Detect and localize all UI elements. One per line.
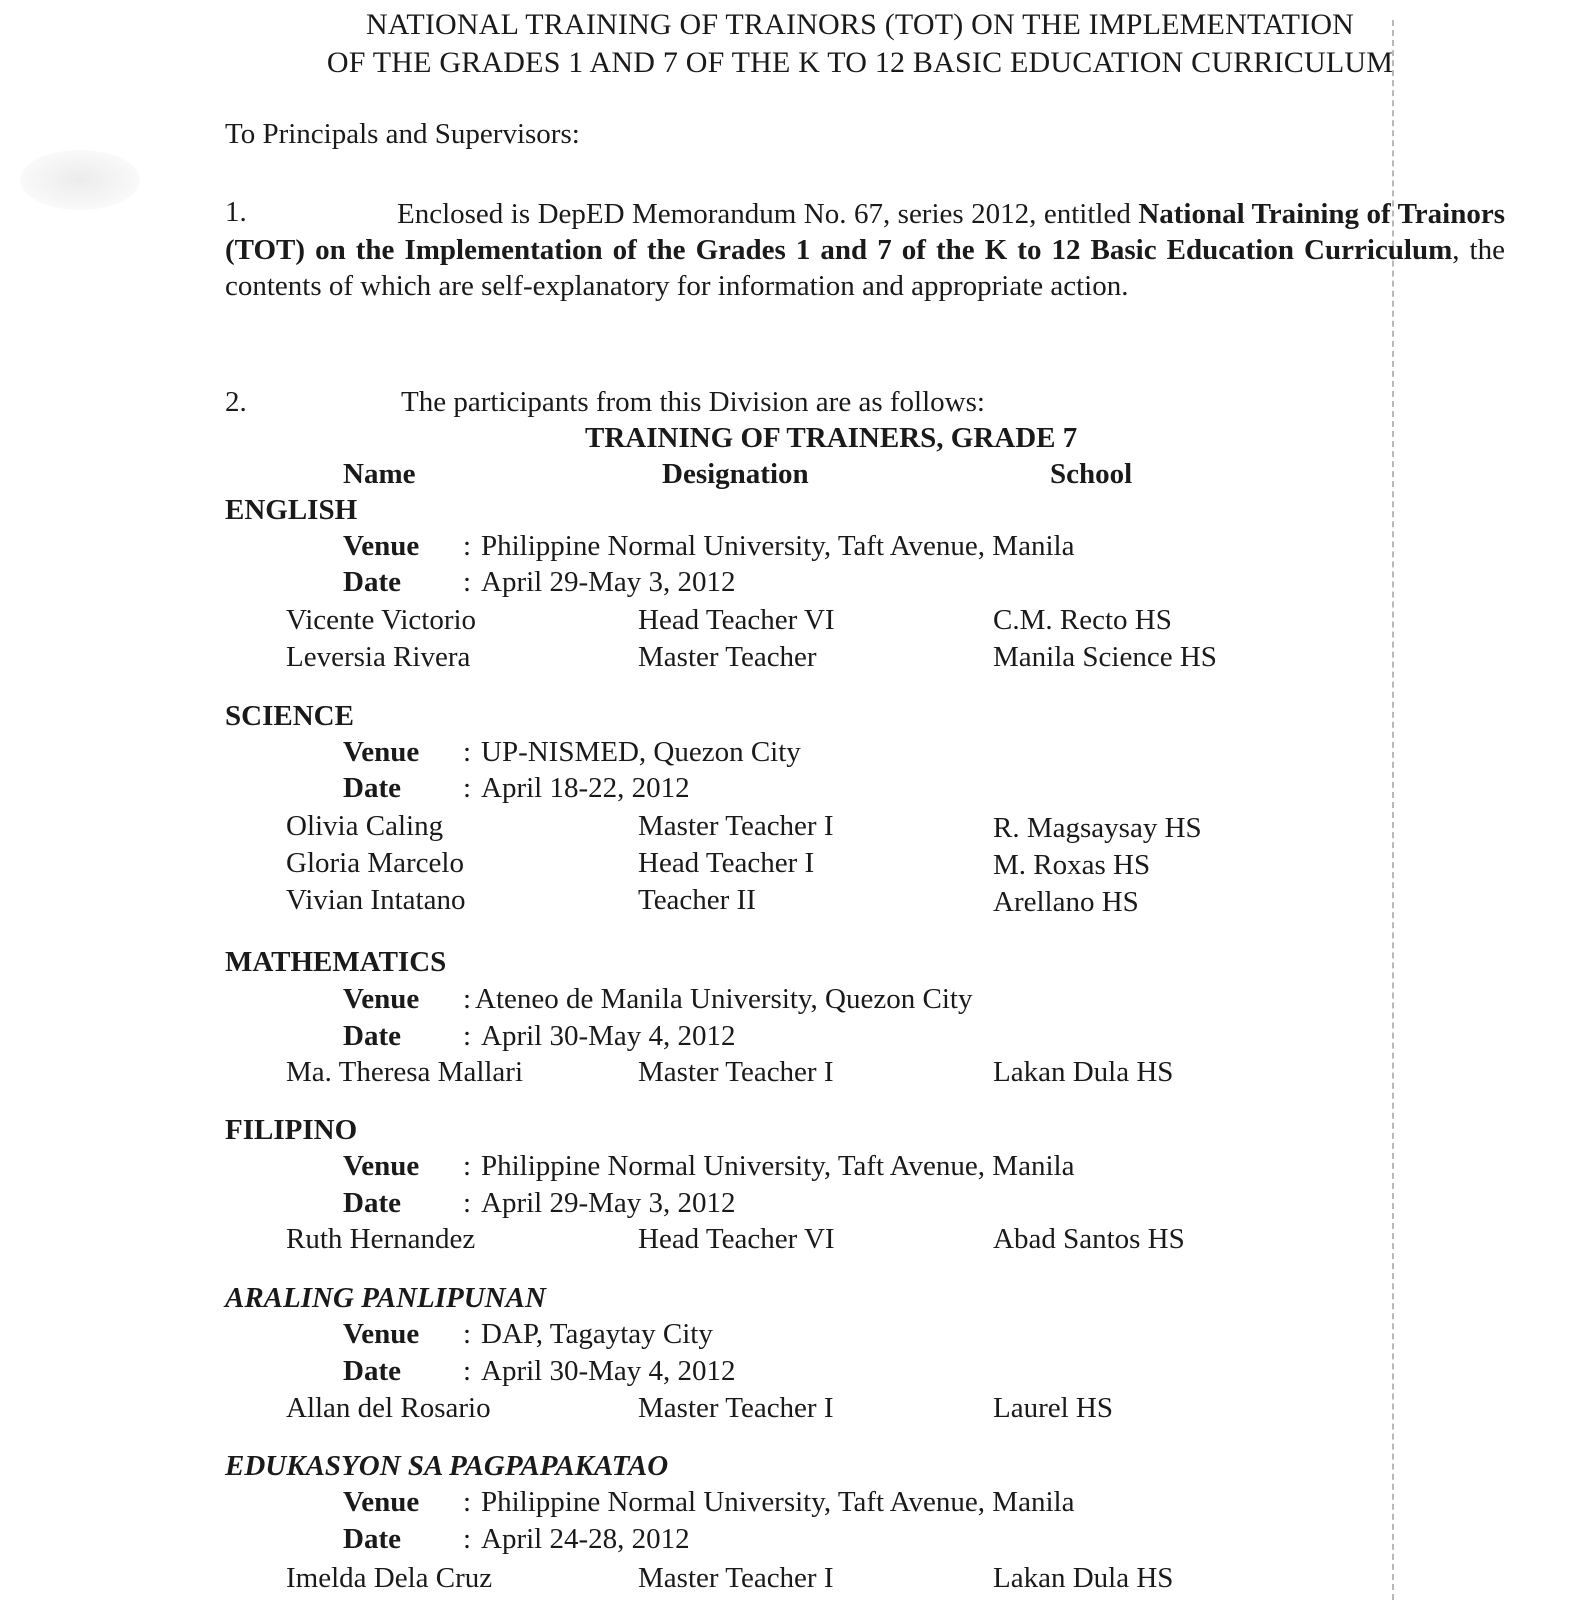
subject-heading: EDUKASYON SA PAGPAPAKATAO <box>225 1450 669 1482</box>
column-header-designation: Designation <box>662 458 809 490</box>
salutation: To Principals and Supervisors: <box>225 118 580 150</box>
participant-school: Arellano HS <box>993 886 1139 918</box>
participant-school: C.M. Recto HS <box>993 604 1172 636</box>
venue-colon: : <box>463 983 472 1015</box>
participant-designation: Master Teacher I <box>638 810 834 842</box>
participant-designation: Head Teacher I <box>638 847 815 879</box>
date-label: Date <box>343 566 401 598</box>
participant-designation: Master Teacher I <box>638 1392 834 1424</box>
participant-designation: Master Teacher I <box>638 1562 834 1594</box>
date-colon: : <box>463 1523 472 1555</box>
paragraph-2: The participants from this Division are as follows: <box>401 386 985 418</box>
venue-value: UP-NISMED, Quezon City <box>481 736 801 768</box>
paragraph-2-number: 2. <box>225 386 247 418</box>
participant-designation: Master Teacher I <box>638 1056 834 1088</box>
venue-label: Venue <box>343 983 420 1015</box>
date-value: April 24-28, 2012 <box>481 1523 690 1555</box>
venue-colon: : <box>463 1486 472 1518</box>
participant-name: Ruth Hernandez <box>286 1223 476 1255</box>
paragraph-1-lead: Enclosed is DepED Memorandum No. 67, series 2012, entitled <box>397 198 1139 230</box>
title-line-2: OF THE GRADES 1 AND 7 OF THE K TO 12 BASIC EDUCATION CURRICULUM <box>326 46 1394 79</box>
date-value: April 29-May 3, 2012 <box>481 1187 736 1219</box>
participant-school: Abad Santos HS <box>993 1223 1185 1255</box>
participant-name: Olivia Caling <box>286 810 444 842</box>
column-header-name: Name <box>343 458 416 490</box>
venue-colon: : <box>463 530 472 562</box>
subject-heading: SCIENCE <box>225 700 354 732</box>
participant-name: Vivian Intatano <box>286 884 466 916</box>
venue-label: Venue <box>343 736 420 768</box>
participant-designation: Teacher II <box>638 884 756 916</box>
participant-school: M. Roxas HS <box>993 849 1151 881</box>
venue-value: Philippine Normal University, Taft Avenue, Manila <box>481 1150 1075 1182</box>
subject-heading: FILIPINO <box>225 1114 358 1146</box>
venue-colon: : <box>463 1150 472 1182</box>
date-value: April 29-May 3, 2012 <box>481 566 736 598</box>
date-label: Date <box>343 1187 401 1219</box>
participant-name: Imelda Dela Cruz <box>286 1562 493 1594</box>
participant-school: Manila Science HS <box>993 641 1217 673</box>
participant-designation: Head Teacher VI <box>638 1223 835 1255</box>
venue-value: Philippine Normal University, Taft Avenue, Manila <box>481 1486 1075 1518</box>
venue-value: DAP, Tagaytay City <box>481 1318 713 1350</box>
participant-name: Vicente Victorio <box>286 604 477 636</box>
subject-heading: MATHEMATICS <box>225 946 447 978</box>
date-label: Date <box>343 1523 401 1555</box>
column-header-school: School <box>1050 458 1133 490</box>
title-line-1: NATIONAL TRAINING OF TRAINORS (TOT) ON THE IMPLEMENTATION <box>365 8 1355 41</box>
date-label: Date <box>343 772 401 804</box>
date-label: Date <box>343 1020 401 1052</box>
date-colon: : <box>463 772 472 804</box>
venue-label: Venue <box>343 1486 420 1518</box>
scan-smudge <box>20 150 140 210</box>
venue-value: Ateneo de Manila University, Quezon City <box>475 983 973 1015</box>
paragraph-1-number: 1. <box>225 196 247 228</box>
date-value: April 30-May 4, 2012 <box>481 1355 736 1387</box>
venue-colon: : <box>463 736 472 768</box>
participant-designation: Head Teacher VI <box>638 604 835 636</box>
date-value: April 18-22, 2012 <box>481 772 690 804</box>
date-colon: : <box>463 1355 472 1387</box>
participant-name: Ma. Theresa Mallari <box>286 1056 524 1088</box>
paragraph-1-memo-title: National Training of Trainors (TOT) on the Implementation of the Grades 1 and 7 of the K to 12 Basic Education Curriculum <box>225 198 1506 266</box>
venue-label: Venue <box>343 1318 420 1350</box>
date-colon: : <box>463 1020 472 1052</box>
participant-school: Lakan Dula HS <box>993 1056 1174 1088</box>
subject-heading: ARALING PANLIPUNAN <box>225 1282 546 1314</box>
subject-heading: ENGLISH <box>225 494 358 526</box>
participant-name: Leversia Rivera <box>286 641 471 673</box>
participant-school: R. Magsaysay HS <box>993 812 1202 844</box>
date-colon: : <box>463 566 472 598</box>
participant-school: Laurel HS <box>993 1392 1113 1424</box>
date-colon: : <box>463 1187 472 1219</box>
participant-school: Lakan Dula HS <box>993 1562 1174 1594</box>
date-label: Date <box>343 1355 401 1387</box>
venue-value: Philippine Normal University, Taft Avenue, Manila <box>481 530 1075 562</box>
venue-label: Venue <box>343 1150 420 1182</box>
date-value: April 30-May 4, 2012 <box>481 1020 736 1052</box>
venue-label: Venue <box>343 530 420 562</box>
table-title: TRAINING OF TRAINERS, GRADE 7 <box>585 422 1078 454</box>
paragraph-1 <box>225 196 1505 304</box>
paragraph-1-tail: , the contents of which are self-explanatory for information and appropriate action. <box>225 234 1505 302</box>
venue-colon: : <box>463 1318 472 1350</box>
participant-designation: Master Teacher <box>638 641 817 673</box>
participant-name: Gloria Marcelo <box>286 847 464 879</box>
participant-name: Allan del Rosario <box>286 1392 491 1424</box>
